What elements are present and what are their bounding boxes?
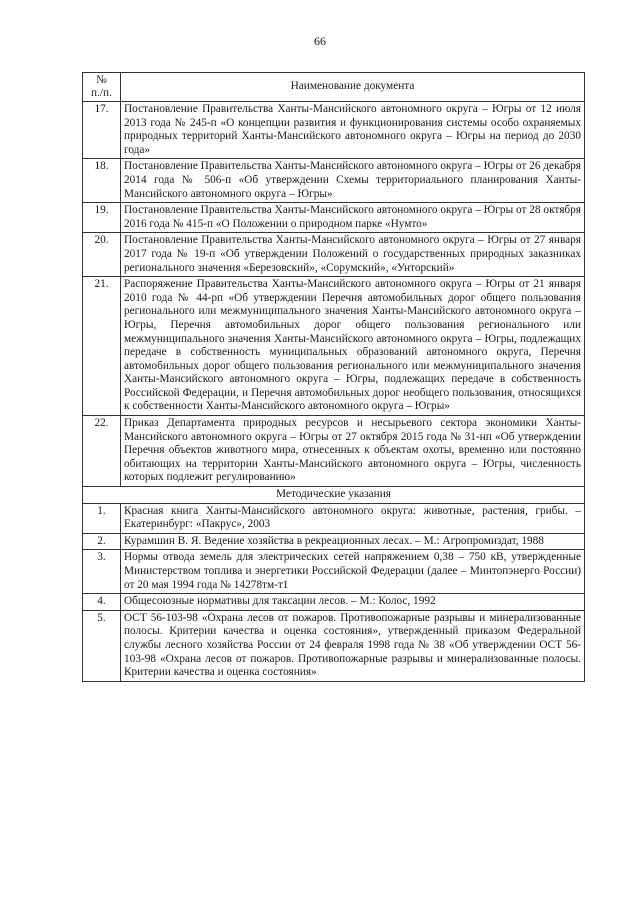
row-number: 17. <box>83 102 121 159</box>
section-title: Методические указания <box>83 487 585 504</box>
row-text: Распоряжение Правительства Ханты-Мансийского автономного округа – Югры от 21 января 2010 года № 44-рп «Об утверждении Перечня автомобильных дорог общего пользования регионального или межмуниципального значения Ханты-Мансийского автономного округа – Югры, Перечня автомобильных дорог общего пользования регионального или межмуниципального значения Ханты-Мансийского автономного округа – Югры, подлежащих передаче в собственность муниципальных образований автономного округа, Перечня автомобильных дорог общего пользования регионального или межмуниципального значения Ханты-Мансийского автономного округа – Югры, подлежащих передаче в собственность Российской Федерации, и Перечня автомобильных дорог необщего пользования, относящихся к собственности Ханты-Мансийского автономного округа – Югры» <box>121 277 585 416</box>
row-text: Постановление Правительства Ханты-Мансийского автономного округа – Югры от 28 октября 2016 года № 415-п «О Положении о природном парке «Нумто» <box>121 203 585 233</box>
table-row <box>83 550 585 594</box>
table-row <box>83 610 585 681</box>
table-row <box>83 233 585 277</box>
header-number-abbr: п./п. <box>91 87 112 99</box>
row-text: ОСТ 56-103-98 «Охрана лесов от пожаров. Противопожарные разрывы и минерализованные полосы. Критерии качества и оценка состояния», утвержденный приказом Федеральной службы лесного хозяйства России от 24 февраля 1998 года № 38 «Об утверждении ОСТ 56-103-98 «Охрана лесов от пожаров. Противопожарные разрывы и минерализованные полосы. Критерии качества и оценка состояния» <box>121 610 585 681</box>
row-number: 2. <box>83 533 121 550</box>
table-row <box>83 102 585 159</box>
row-text: Курамшин В. Я. Ведение хозяйства в рекреационных лесах. – М.: Агропромиздат, 1988 <box>121 533 585 550</box>
table-row <box>83 277 585 416</box>
table-row <box>83 416 585 487</box>
row-text: Красная книга Ханты-Мансийского автономного округа: животные, растения, грибы. – Екатеринбург: «Пакрус», 2003 <box>121 503 585 533</box>
table-row <box>83 503 585 533</box>
row-number: 21. <box>83 277 121 416</box>
page-number: 66 <box>314 34 326 48</box>
table-row <box>83 159 585 203</box>
header-number-sign: № <box>96 74 107 86</box>
row-text: Постановление Правительства Ханты-Мансийского автономного округа – Югры от 12 июля 2013 года № 245-п «О концепции развития и функционирования системы особо охраняемых природных территорий Ханты-Мансийского автономного округа – Югры на период до 2030 года» <box>121 102 585 159</box>
header-document-name: Наименование документа <box>121 73 585 102</box>
row-number: 18. <box>83 159 121 203</box>
row-number: 5. <box>83 610 121 681</box>
row-number: 20. <box>83 233 121 277</box>
table-row <box>83 203 585 233</box>
row-number: 1. <box>83 503 121 533</box>
section-row <box>83 487 585 504</box>
row-text: Постановление Правительства Ханты-Мансийского автономного округа – Югры от 26 декабря 2014 года № 506-п «Об утверждении Схемы территориального планирования Ханты-Мансийского автономного округа – Югры» <box>121 159 585 203</box>
row-text: Приказ Департамента природных ресурсов и несырьевого сектора экономики Ханты-Мансийского автономного округа – Югры от 27 октября 2015 года № 31-нп «Об утверждении Перечня объектов животного мира, отнесенных к объектам охоты, временно или постоянно обитающих на территории Ханты-Мансийского автономного округа – Югры, численность которых подлежит регулированию» <box>121 416 585 487</box>
row-number: 19. <box>83 203 121 233</box>
header-number-column <box>83 73 121 102</box>
row-text: Нормы отвода земель для электрических сетей напряжением 0,38 – 750 кВ, утвержденные Министерством топлива и энергетики Российской Федерации (далее – Минтопэнерго России) от 20 мая 1994 года № 14278тм-т1 <box>121 550 585 594</box>
documents-table <box>82 72 585 682</box>
table-header-row <box>83 73 585 102</box>
table-row <box>83 594 585 611</box>
row-text: Постановление Правительства Ханты-Мансийского автономного округа – Югры от 27 января 2017 года № 19-п «Об утверждении Положений о государственных природных заказниках регионального значения «Березовский», «Сорумский», «Унторский» <box>121 233 585 277</box>
row-number: 4. <box>83 594 121 611</box>
row-number: 22. <box>83 416 121 487</box>
row-text: Общесоюзные нормативы для таксации лесов. – М.: Колос, 1992 <box>121 594 585 611</box>
table-row <box>83 533 585 550</box>
row-number: 3. <box>83 550 121 594</box>
